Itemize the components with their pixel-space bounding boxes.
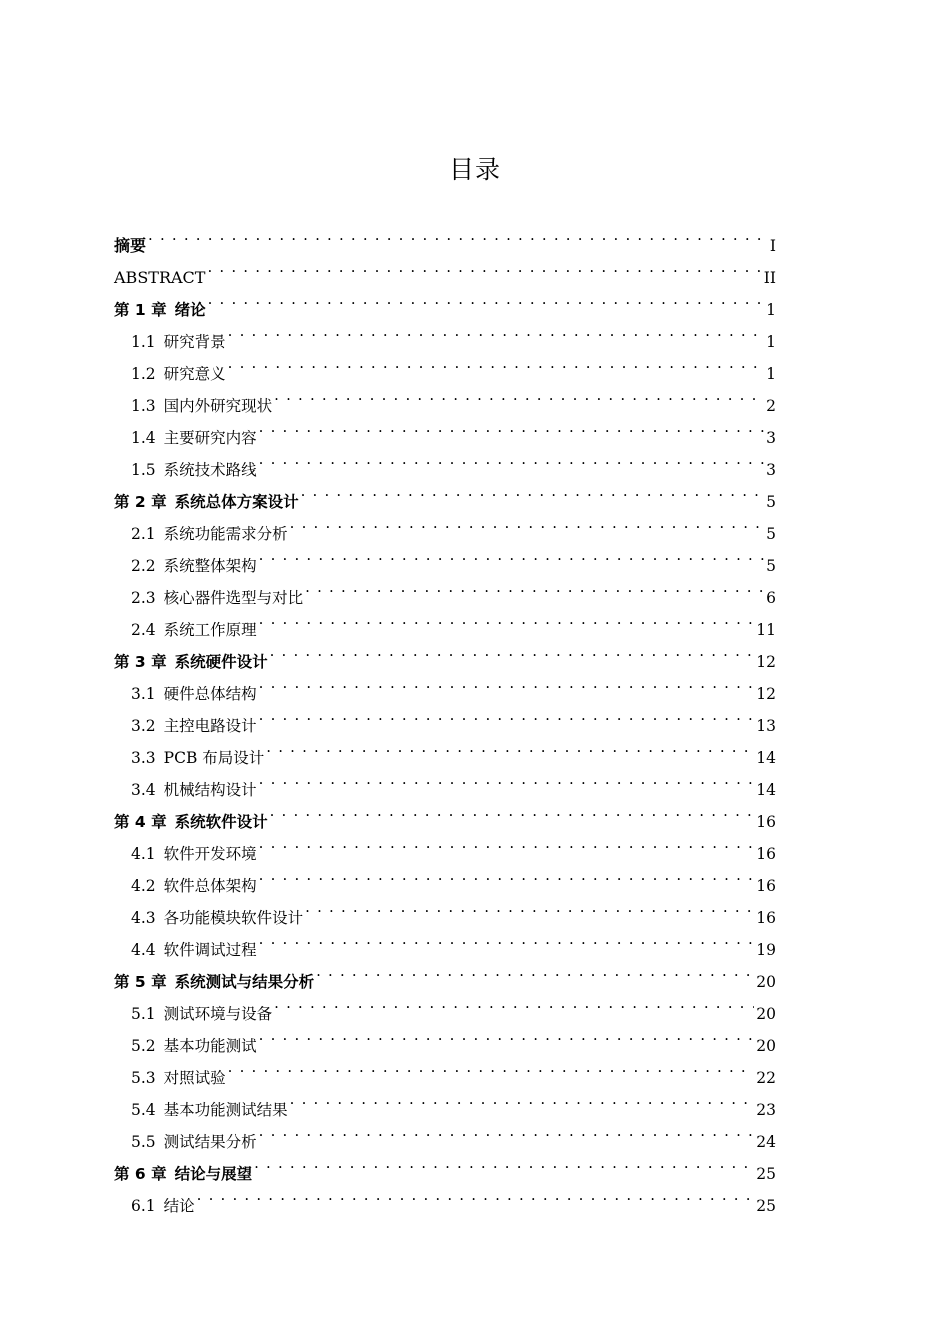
toc-page-number: 5 — [766, 493, 776, 511]
toc-page-number: 14 — [756, 749, 776, 767]
toc-entry-label: 系统软件设计 — [174, 813, 268, 831]
toc-dot-leader — [259, 667, 755, 699]
toc-page-number: 22 — [756, 1069, 776, 1087]
toc-dot-leader — [228, 347, 764, 379]
toc-page-number: I — [769, 237, 776, 255]
toc-dot-leader — [259, 411, 764, 443]
toc-entry-number: 4.2 — [131, 877, 156, 895]
toc-entry-number: 3.4 — [131, 781, 156, 799]
toc-entry-label: 核心器件选型与对比 — [163, 589, 304, 607]
toc-entry-number: 3.2 — [131, 717, 156, 735]
toc-entry-front[interactable] — [114, 251, 776, 287]
toc-entry-label: 测试结果分析 — [163, 1133, 257, 1151]
toc-dot-leader — [259, 923, 755, 955]
toc-page-number: 16 — [756, 909, 776, 927]
toc-entry-section[interactable] — [114, 315, 776, 351]
toc-page-number: 14 — [756, 781, 776, 799]
toc-entry-label: 系统工作原理 — [163, 621, 257, 639]
toc-dot-leader — [270, 795, 755, 827]
toc-dot-leader — [207, 251, 761, 283]
toc-entry-title — [131, 998, 272, 1030]
toc-entry-label: 绪论 — [174, 301, 206, 319]
toc-dot-leader — [259, 1115, 755, 1147]
toc-page-number: 16 — [756, 877, 776, 895]
toc-page-number: 20 — [756, 973, 776, 991]
toc-page-number: 5 — [766, 525, 776, 543]
toc-entry-number: 5.1 — [131, 1005, 156, 1023]
toc-page-number: 3 — [766, 461, 776, 479]
toc-dot-leader — [228, 315, 764, 347]
toc-entry-label: 机械结构设计 — [163, 781, 257, 799]
toc-dot-leader — [270, 635, 755, 667]
toc-dot-leader — [228, 1051, 755, 1083]
toc-dot-leader — [305, 891, 754, 923]
toc-page-number: 1 — [766, 365, 776, 383]
toc-entry-label: 结论 — [163, 1197, 195, 1215]
toc-entry-number: 6.1 — [131, 1197, 156, 1215]
toc-entry-title — [131, 550, 257, 582]
toc-entry-number: 5.3 — [131, 1069, 156, 1087]
toc-entry-number: 第 5 章 — [114, 973, 167, 991]
toc-dot-leader — [208, 283, 765, 315]
toc-entry-number: 4.1 — [131, 845, 156, 863]
toc-entry-title — [131, 614, 257, 646]
toc-entry-number: 第 1 章 — [114, 301, 167, 319]
toc-entry-label: 主要研究内容 — [163, 429, 257, 447]
toc-entry-number: 2.4 — [131, 621, 156, 639]
toc-entry-number: 3.3 — [131, 749, 156, 767]
toc-entry-label: 主控电路设计 — [163, 717, 257, 735]
toc-page-number: 25 — [756, 1197, 776, 1215]
toc-page-number: 5 — [766, 557, 776, 575]
toc-entry-title — [114, 294, 206, 326]
toc-entry-front[interactable] — [114, 219, 776, 255]
toc-entry-number: 5.2 — [131, 1037, 156, 1055]
toc-page-number: 19 — [756, 941, 776, 959]
toc-page-number: 3 — [766, 429, 776, 447]
toc-entry-number: 4.3 — [131, 909, 156, 927]
toc-dot-leader — [316, 955, 754, 987]
toc-entry-title — [114, 646, 268, 678]
toc-dot-leader — [259, 763, 755, 795]
toc-entry-number: 第 2 章 — [114, 493, 167, 511]
toc-entry-label: 研究意义 — [163, 365, 226, 383]
toc-entry-label: 硬件总体结构 — [163, 685, 257, 703]
toc-dot-leader — [266, 731, 754, 763]
toc-entry-number: 1.2 — [131, 365, 156, 383]
toc-entry-label: 结论与展望 — [174, 1165, 253, 1183]
toc-entry-title — [131, 870, 257, 902]
toc-entry-label: 系统整体架构 — [163, 557, 257, 575]
toc-entry-number: 第 6 章 — [114, 1165, 167, 1183]
toc-entry-number: 2.3 — [131, 589, 156, 607]
toc-entry-number: 4.4 — [131, 941, 156, 959]
toc-dot-leader — [301, 475, 765, 507]
toc-page-number: 16 — [756, 813, 776, 831]
toc-entry-number: 第 3 章 — [114, 653, 167, 671]
toc-entry-label: 基本功能测试结果 — [163, 1101, 288, 1119]
toc-entry-number: 1.3 — [131, 397, 156, 415]
toc-page-number: 2 — [766, 397, 776, 415]
toc-entry-title — [114, 486, 299, 518]
toc-entry-number: 1.5 — [131, 461, 156, 479]
toc-entry-number: 2.2 — [131, 557, 156, 575]
toc-entry-number: 5.5 — [131, 1133, 156, 1151]
toc-page-number: 13 — [756, 717, 776, 735]
toc-page-number: 25 — [756, 1165, 776, 1183]
toc-entry-label: 系统技术路线 — [163, 461, 257, 479]
toc-entry-label: 各功能模块软件设计 — [163, 909, 304, 927]
toc-entry-label: 国内外研究现状 — [163, 397, 273, 415]
toc-entry-section[interactable] — [114, 1179, 776, 1215]
toc-entry-label: 软件开发环境 — [163, 845, 257, 863]
toc-dot-leader — [254, 1147, 754, 1179]
toc-entry-label: 测试环境与设备 — [163, 1005, 273, 1023]
toc-dot-leader — [305, 571, 764, 603]
toc-page-number: 6 — [766, 589, 776, 607]
toc-page-number: 1 — [766, 301, 776, 319]
toc-entry-title — [131, 1190, 195, 1222]
toc-entry-title — [114, 806, 268, 838]
toc-dot-leader — [259, 1019, 755, 1051]
toc-dot-leader — [259, 859, 755, 891]
toc-entry-label: 系统硬件设计 — [174, 653, 268, 671]
toc-page-number: 24 — [756, 1133, 776, 1151]
toc-entry-title — [131, 390, 272, 422]
toc-dot-leader — [290, 507, 764, 539]
page-title: 目录 — [448, 155, 501, 184]
toc-entry-label: PCB 布局设计 — [163, 749, 265, 767]
toc-entry-number: 1.4 — [131, 429, 156, 447]
toc-page-number: 20 — [756, 1037, 776, 1055]
toc-page-number: 16 — [756, 845, 776, 863]
toc-entry-label: 系统测试与结果分析 — [174, 973, 315, 991]
toc-entry-label: ABSTRACT — [114, 268, 206, 287]
toc-page-number: 12 — [756, 685, 776, 703]
toc-entry-label: 对照试验 — [163, 1069, 226, 1087]
toc-entry-label: 研究背景 — [163, 333, 226, 351]
table-of-contents — [114, 219, 776, 1215]
toc-entry-title — [131, 838, 257, 870]
toc-dot-leader — [259, 443, 764, 475]
toc-entry-number: 第 4 章 — [114, 813, 167, 831]
toc-entry-title — [131, 1062, 226, 1094]
toc-page-number: II — [763, 269, 776, 287]
toc-entry-number: 5.4 — [131, 1101, 156, 1119]
toc-entry-number: 3.1 — [131, 685, 156, 703]
toc-entry-title — [131, 678, 257, 710]
toc-page-number: 20 — [756, 1005, 776, 1023]
toc-entry-title — [131, 742, 264, 774]
toc-entry-title — [114, 262, 205, 294]
toc-dot-leader — [259, 603, 755, 635]
toc-page-number: 12 — [756, 653, 776, 671]
toc-page-number: 11 — [756, 621, 776, 639]
toc-entry-label: 摘要 — [114, 236, 147, 255]
toc-entry-label: 系统总体方案设计 — [174, 493, 299, 511]
toc-entry-chapter[interactable] — [114, 283, 776, 319]
toc-dot-leader — [197, 1179, 755, 1211]
toc-entry-title — [131, 326, 226, 358]
toc-entry-number: 1.1 — [131, 333, 156, 351]
toc-entry-title — [131, 710, 257, 742]
toc-dot-leader — [274, 379, 764, 411]
toc-entry-label: 软件调试过程 — [163, 941, 257, 959]
toc-entry-title — [131, 454, 257, 486]
toc-dot-leader — [274, 987, 754, 1019]
toc-dot-leader — [148, 219, 768, 251]
toc-entry-title — [131, 934, 257, 966]
toc-entry-label: 软件总体架构 — [163, 877, 257, 895]
toc-page-number: 23 — [756, 1101, 776, 1119]
toc-entry-label: 基本功能测试 — [163, 1037, 257, 1055]
toc-entry-title — [131, 1126, 257, 1158]
toc-entry-title — [114, 230, 146, 262]
toc-dot-leader — [259, 827, 755, 859]
toc-entry-title — [131, 422, 257, 454]
toc-page-number: 1 — [766, 333, 776, 351]
toc-entry-title — [131, 774, 257, 806]
toc-entry-title — [131, 358, 226, 390]
toc-entry-number: 2.1 — [131, 525, 156, 543]
toc-entry-label: 系统功能需求分析 — [163, 525, 288, 543]
toc-dot-leader — [290, 1083, 755, 1115]
toc-dot-leader — [259, 699, 755, 731]
toc-dot-leader — [259, 539, 764, 571]
